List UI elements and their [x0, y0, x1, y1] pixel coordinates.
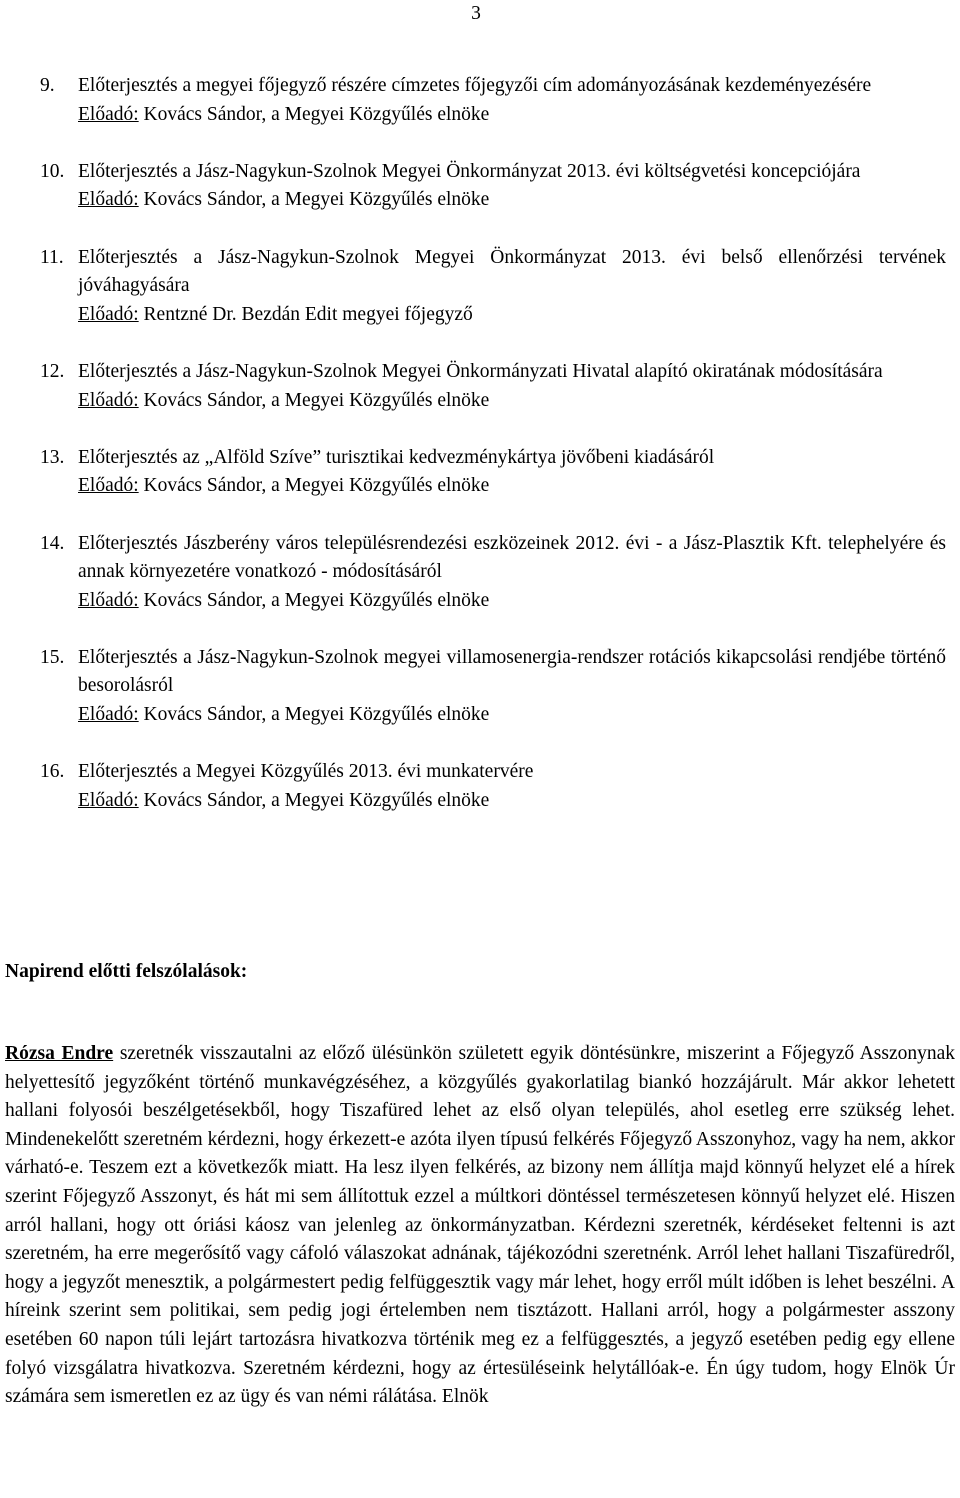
agenda-item-title: Előterjesztés az „Alföld Szíve” turisztikai kedvezménykártya jövőbeni kiadásáról — [78, 446, 715, 468]
agenda-item-presenter — [78, 186, 946, 215]
agenda-item-presenter — [78, 101, 946, 130]
speech-text: szeretnék visszautalni az előző ülésünkön született egyik döntésünkre, miszerint a Főjegyző Asszonynak helyettesítő jegyzőként történő munkavégzéséhez, a közgyűlés gyakorlatilag biankó hozzájárult. Már akkor lehetett hallani folyosói beszélgetésekből, hogy Tiszafüred lehet az első olyan település, ahol esetleg erre szükség lehet. Mindenekelőtt szeretném kérdezni, hogy érkezett-e azóta ilyen típusú felkérés Főjegyző Asszonyhoz, vagy ha nem, akkor várható-e. Teszem ezt a következők miatt. Ha lesz ilyen felkérés, az bizony nem állítja majd könnyű helyzet elé a hírek szerint Főjegyző Asszonyt, és hát mi sem állítottuk ezzel a múltkori döntéssel természetesen könnyű helyzet elé. Hiszen arról hallani, hogy ott óriási káosz van jelenleg az önkormányzatban. Kérdezni szeretnék, kérdéseket feltenni is azt szeretném, ha erre megerősítő vagy cáfoló válaszokat adnának, tájékozódni szeretnénk. Arról lehet hallani Tiszafüredről, hogy a jegyzőt menesztik, a polgármestert pedig felfüggesztik vagy már lehet, hogy erről múlt időben is lehet beszélni. A híreink szerint sem politikai, sem pedig jogi értelemben nem tisztázott. Hallani arról, hogy a polgármester asszony esetében 60 napon túli lejárt tartozásra hivatkozva történik meg ez a felfüggesztés, a jegyző esetében pedig egy ellene folyó vizsgálatra hivatkozva. Szeretném kérdezni, hogy az értesüléseink helytállóak-e. Én úgy tudom, hogy Elnök Úr számára sem ismeretlen ez az ügy és van némi rálátása. Elnök — [5, 1043, 956, 1408]
agenda-item-number: 13. — [40, 446, 65, 468]
agenda-item-title: Előterjesztés a Megyei Közgyűlés 2013. évi munkatervére — [78, 761, 534, 783]
agenda-item-presenter — [78, 701, 946, 730]
agenda-item-number: 10. — [40, 160, 65, 182]
agenda-item — [40, 530, 946, 616]
agenda-item-presenter — [78, 387, 946, 416]
agenda-item — [40, 644, 946, 730]
speech-paragraph — [5, 1040, 955, 1412]
agenda-item-number: 14. — [40, 532, 65, 554]
agenda-item-presenter — [78, 472, 946, 501]
presenter-name: Kovács Sándor, a Megyei Közgyűlés elnöke — [143, 189, 490, 211]
agenda-item — [40, 72, 946, 129]
presenter-name: Kovács Sándor, a Megyei Közgyűlés elnöke — [143, 103, 490, 125]
presenter-label: Előadó: — [78, 589, 139, 611]
agenda-item-presenter — [78, 301, 946, 330]
presenter-label: Előadó: — [78, 475, 139, 497]
agenda-item-title: Előterjesztés a Jász-Nagykun-Szolnok Megyei Önkormányzat 2013. évi költségvetési koncepciójára — [78, 160, 861, 182]
presenter-label: Előadó: — [78, 704, 139, 726]
agenda-item-number: 16. — [40, 761, 65, 783]
presenter-label: Előadó: — [78, 789, 139, 811]
page-number: 3 — [471, 3, 481, 24]
presenter-name: Rentzné Dr. Bezdán Edit megyei főjegyző — [143, 303, 473, 325]
presenter-label: Előadó: — [78, 103, 139, 125]
agenda-item — [40, 244, 946, 330]
agenda-item — [40, 358, 946, 415]
agenda-item — [40, 758, 946, 815]
presenter-name: Kovács Sándor, a Megyei Közgyűlés elnöke — [143, 475, 490, 497]
section-heading: Napirend előtti felszólalások: — [5, 961, 248, 982]
agenda-item-title: Előterjesztés a megyei főjegyző részére címzetes főjegyzői cím adományozásának kezdeményezésére — [78, 75, 872, 96]
presenter-name: Kovács Sándor, a Megyei Közgyűlés elnöke — [143, 589, 490, 611]
agenda-item-presenter — [78, 587, 946, 616]
presenter-name: Kovács Sándor, a Megyei Közgyűlés elnöke — [143, 789, 490, 811]
agenda-item-number: 9. — [40, 75, 55, 96]
agenda-list — [40, 72, 946, 844]
agenda-item-presenter — [78, 787, 946, 816]
presenter-label: Előadó: — [78, 303, 139, 325]
presenter-label: Előadó: — [78, 389, 139, 411]
presenter-name: Kovács Sándor, a Megyei Közgyűlés elnöke — [143, 704, 490, 726]
agenda-item — [40, 444, 946, 501]
agenda-item-number: 15. — [40, 646, 65, 668]
agenda-item-number: 12. — [40, 360, 65, 382]
presenter-name: Kovács Sándor, a Megyei Közgyűlés elnöke — [143, 389, 490, 411]
speaker-name: Rózsa Endre — [5, 1043, 114, 1064]
presenter-label: Előadó: — [78, 189, 139, 211]
agenda-item-number: 11. — [40, 246, 64, 268]
agenda-item-title: Előterjesztés a Jász-Nagykun-Szolnok Megyei Önkormányzati Hivatal alapító okiratának módosítására — [78, 360, 883, 382]
agenda-item-title: Előterjesztés Jászberény város településrendezési eszközeinek 2012. évi - a Jász-Plasztik Kft. telephelyére és annak környezetére vonatkozó - módosításáról — [78, 532, 946, 583]
agenda-item-title: Előterjesztés a Jász-Nagykun-Szolnok megyei villamosenergia-rendszer rotációs kikapcsolási rendjébe történő besorolásról — [78, 646, 946, 697]
agenda-item — [40, 158, 946, 215]
agenda-item-title: Előterjesztés a Jász-Nagykun-Szolnok Megyei Önkormányzat 2013. évi belső ellenőrzési tervének jóváhagyására — [78, 246, 946, 297]
